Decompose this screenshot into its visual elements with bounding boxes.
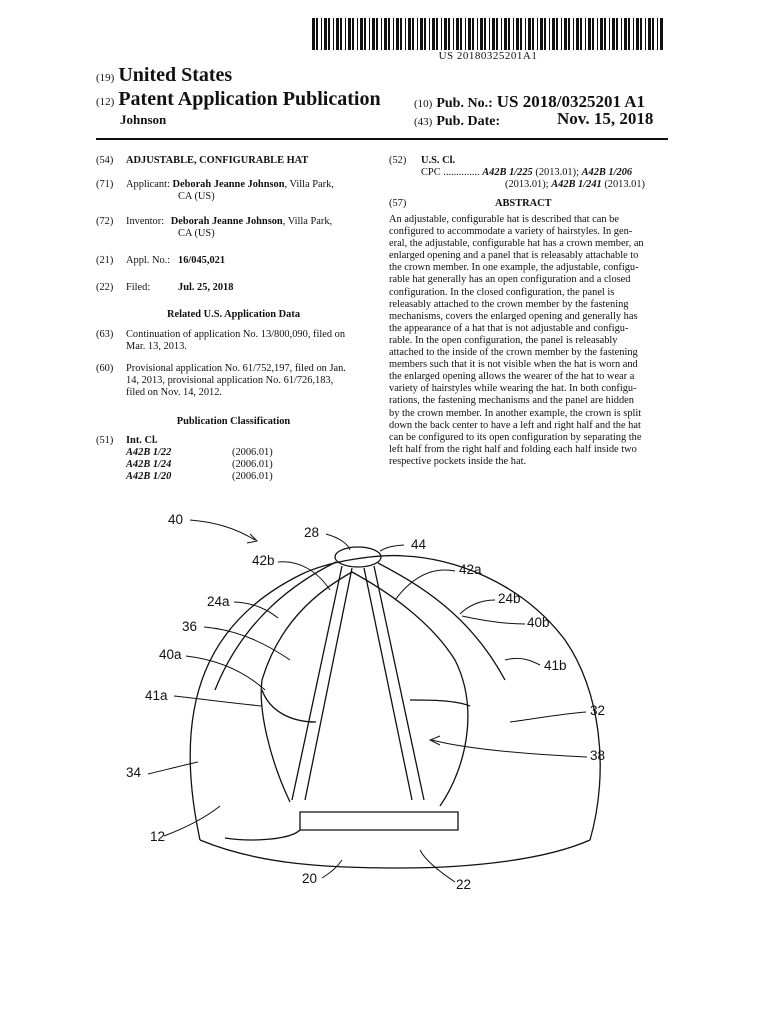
barcode-bar: [357, 18, 358, 50]
barcode-bar: [417, 18, 418, 50]
barcode-bar: [576, 18, 579, 50]
leader-12: [164, 806, 220, 836]
strip-42b: [292, 566, 352, 800]
barcode-bar: [405, 18, 406, 50]
abstract-line: left half from the right half and folding each half inside two: [389, 443, 637, 455]
abstract-heading-line: [389, 198, 664, 212]
application-number: 16/045,021: [178, 255, 226, 266]
barcode-bar: [600, 18, 603, 50]
leader-40: [190, 520, 255, 540]
abstract-line: An adjustable, configurable hat is described that can be: [389, 214, 619, 225]
filed-section: [96, 282, 371, 296]
barcode-bar: [336, 18, 339, 50]
continuation-section: [96, 329, 371, 357]
barcode-bar: [480, 18, 483, 50]
leader-32: [510, 712, 586, 722]
barcode-bar: [628, 18, 630, 50]
barcode-bar: [588, 18, 591, 50]
publication-classification-heading: Publication Classification: [176, 416, 291, 427]
int-cl-year: (2006.01): [232, 447, 273, 458]
barcode-bar: [396, 18, 399, 50]
leader-42a: [395, 570, 455, 600]
publication-type: Patent Application Publication: [118, 88, 381, 110]
barcode-bar: [408, 18, 411, 50]
barcode-bar: [424, 18, 426, 50]
applicant-code: (71): [96, 179, 114, 190]
ref-38: 38: [590, 748, 606, 763]
barcode-bar: [604, 18, 606, 50]
barcode-bar: [333, 18, 334, 50]
country-line: [96, 64, 232, 87]
ref-28: 28: [304, 525, 320, 540]
inventor-location-2: CA (US): [178, 228, 215, 239]
application-number-code: (21): [96, 255, 114, 266]
barcode-bar: [369, 18, 370, 50]
barcode-bar: [645, 18, 646, 50]
barcode-bar: [660, 18, 663, 50]
ref-40: 40: [168, 512, 184, 527]
abstract-heading: ABSTRACT: [495, 198, 552, 209]
title-code: (54): [96, 155, 114, 166]
pub-number: US 2018/0325201 A1: [496, 92, 646, 111]
barcode-bar: [444, 18, 447, 50]
barcode-bar: [492, 18, 495, 50]
barcode-bar: [453, 18, 454, 50]
barcode-bar: [477, 18, 478, 50]
barcode-bar: [585, 18, 586, 50]
barcode-bar: [429, 18, 430, 50]
barcode-bar: [400, 18, 402, 50]
abstract-line: the appearance of a hat that is not adjustable and configu-: [389, 322, 629, 334]
barcode-bar: [472, 18, 474, 50]
barcode-bar: [456, 18, 459, 50]
int-cl-code-value: A42B 1/22: [126, 447, 172, 458]
ref-22: 22: [456, 877, 472, 892]
provisional-section: [96, 363, 371, 403]
abstract-line: eral, the adjustable, configurable hat has a crown member, an: [389, 238, 644, 250]
inner-crown-line: [262, 690, 470, 722]
barcode-bar: [504, 18, 507, 50]
barcode-bar: [436, 18, 438, 50]
int-cl-row: [126, 459, 346, 471]
abstract-line: can be configured to its open configuration by separating the: [389, 431, 642, 443]
continuation-line-1: Continuation of application No. 13/800,090, filed on: [126, 329, 346, 340]
int-cl-year: (2006.01): [232, 471, 273, 483]
barcode-bar: [508, 18, 510, 50]
pub-date-code: (43): [414, 116, 433, 128]
cpc-dots: ..............: [443, 167, 480, 178]
strip-42a: [364, 566, 424, 800]
back-strap: [300, 812, 458, 830]
leader-20: [322, 860, 342, 878]
barcode-bar: [609, 18, 610, 50]
pub-date-line: [414, 112, 500, 130]
provisional-line-2: 14, 2013, provisional application No. 61/726,183,: [126, 375, 334, 386]
barcode-bar: [364, 18, 366, 50]
continuation-line-2: Mar. 13, 2013.: [126, 341, 187, 352]
barcode-bar: [420, 18, 423, 50]
cpc-class-2: A42B 1/206: [581, 167, 633, 178]
barcode-bar: [597, 18, 598, 50]
enlarged-opening: [261, 572, 468, 806]
barcode-bar: [460, 18, 462, 50]
ref-40b: 40b: [527, 615, 550, 630]
barcode-bar: [328, 18, 330, 50]
barcode-bar: [432, 18, 435, 50]
int-cl-year: (2006.01): [232, 459, 273, 471]
abstract-line: rations, the fastening mechanisms and the panel are hidden: [389, 395, 634, 407]
provisional-line-3: filed on Nov. 14, 2012.: [126, 387, 223, 398]
leader-44: [380, 545, 404, 551]
cpc-class-3-year: (2013.01): [604, 179, 646, 190]
leader-41a: [174, 696, 262, 706]
abstract-line: the enlarged opening allows the wearer of the hat to wear a: [389, 371, 635, 383]
leader-28: [326, 534, 350, 550]
ref-12: 12: [150, 829, 166, 844]
barcode-bar: [516, 18, 519, 50]
abstract-line: attached to the inside of the crown member by the fastening: [389, 347, 638, 359]
barcode-bar: [624, 18, 627, 50]
inventor-location: , Villa Park,: [282, 216, 333, 227]
us-cl-code: (52): [389, 155, 407, 166]
barcode-bar: [316, 18, 318, 50]
barcode-bar: [484, 18, 486, 50]
barcode-bar: [340, 18, 342, 50]
barcode-publication-number: US 20180325201A1: [438, 50, 538, 62]
leader-38: [432, 740, 587, 757]
abstract-line: respective pockets inside the hat.: [389, 455, 527, 467]
barcode-bar: [537, 18, 538, 50]
publication-type-code: (12): [96, 96, 115, 108]
provisional-code: (60): [96, 363, 114, 374]
barcode-bar: [616, 18, 618, 50]
abstract-line: configuration. In the closed configuration, the panel is: [389, 286, 615, 298]
barcode-bar: [345, 18, 346, 50]
applicant-location: , Villa Park,: [284, 179, 334, 190]
ref-34: 34: [126, 765, 142, 780]
leader-40b: [462, 616, 525, 624]
barcode-bar: [592, 18, 594, 50]
applicant-name: Deborah Jeanne Johnson: [172, 179, 285, 190]
barcode-bar: [312, 18, 315, 50]
abstract-line: members such that it is not visible when the hat is worn and: [389, 359, 638, 371]
cpc-class-1: A42B 1/225: [482, 167, 533, 178]
abstract-line: configured to accommodate a variety of hairstyles. In gen-: [389, 226, 633, 238]
barcode-bar: [549, 18, 550, 50]
barcode-bar: [501, 18, 502, 50]
leader-41b: [505, 658, 540, 665]
provisional-line-1: Provisional application No. 61/752,197, filed on Jan.: [126, 363, 346, 374]
barcode-bar: [633, 18, 634, 50]
barcode-bar: [372, 18, 375, 50]
barcode-bar: [448, 18, 450, 50]
applicant-label: Applicant:: [126, 179, 170, 190]
barcode-bar: [348, 18, 351, 50]
barcode-bar: [528, 18, 531, 50]
cpc-class-2-year: (2013.01);: [505, 179, 549, 190]
leader-40a: [186, 656, 265, 690]
pub-date: Nov. 15, 2018: [557, 109, 654, 128]
barcode-bar: [384, 18, 387, 50]
filed-date: Jul. 25, 2018: [178, 282, 234, 293]
filed-code: (22): [96, 282, 114, 293]
barcode-bar: [468, 18, 471, 50]
ref-42b: 42b: [252, 553, 275, 568]
barcode-bar: [652, 18, 654, 50]
abstract-line: the crown member. In one example, the adjustable, configu-: [389, 262, 639, 274]
title-section: [96, 155, 371, 169]
int-cl-label: Int. Cl.: [126, 435, 158, 446]
barcode-bar: [573, 18, 574, 50]
cpc-line-2: [505, 179, 645, 191]
publication-type-line: [96, 88, 381, 111]
crown-bottom-edge: [200, 840, 590, 868]
ref-32: 32: [590, 703, 606, 718]
cpc-class-1-year: (2013.01);: [535, 167, 579, 178]
barcode-bar: [556, 18, 558, 50]
applicant-section: [96, 179, 371, 207]
application-number-label: Appl. No.:: [126, 255, 171, 266]
int-cl-row: [126, 471, 346, 483]
barcode-bar: [496, 18, 498, 50]
abstract-code: (57): [389, 198, 407, 209]
abstract-line: down the back center to have a left and right half and the hat: [389, 419, 641, 431]
header-divider: [96, 138, 668, 140]
barcode-bar: [321, 18, 322, 50]
int-cl-code: (51): [96, 435, 114, 446]
ref-41b: 41b: [544, 658, 567, 673]
barcode-bar: [381, 18, 382, 50]
cpc-class-3: A42B 1/241: [551, 179, 602, 190]
barcode-bar: [412, 18, 414, 50]
continuation-code: (63): [96, 329, 114, 340]
ref-44: 44: [411, 537, 427, 552]
ref-24b: 24b: [498, 591, 521, 606]
abstract-line: variety of hairstyles while wearing the hat. In both configu-: [389, 383, 637, 395]
author: Johnson: [120, 112, 167, 127]
barcode-bar: [376, 18, 378, 50]
pub-date-label: Pub. Date:: [436, 114, 501, 129]
barcode-bar: [532, 18, 534, 50]
barcode-bar: [580, 18, 582, 50]
barcode-bar: [552, 18, 555, 50]
us-cl-section: [389, 155, 664, 195]
ref-40a: 40a: [159, 647, 182, 662]
ref-41a: 41a: [145, 688, 168, 703]
leader-24a: [234, 602, 278, 618]
int-cl-code-value: A42B 1/20: [126, 471, 172, 483]
abstract-line: by the crown member. In another example, the crown is split: [389, 407, 642, 419]
abstract-line: releasably attached to the crown member by the fastening: [389, 298, 629, 310]
ref-20: 20: [302, 871, 318, 886]
abstract-text: [389, 214, 663, 468]
abstract-line: rable hat generally has an open configuration and a closed: [389, 274, 631, 286]
barcode-bar: [648, 18, 651, 50]
barcode-bar: [544, 18, 546, 50]
barcode-bar: [540, 18, 543, 50]
ref-42a: 42a: [459, 562, 482, 577]
barcode-bar: [324, 18, 327, 50]
barcode-bar: [612, 18, 615, 50]
us-cl-label: U.S. Cl.: [421, 155, 456, 166]
barcode-bar: [564, 18, 567, 50]
filed-label: Filed:: [126, 282, 151, 293]
barcode-bar: [621, 18, 622, 50]
applicant-location-2: CA (US): [178, 191, 215, 202]
leader-24b: [460, 600, 495, 614]
country: United States: [118, 64, 233, 86]
cpc-label: CPC: [421, 167, 441, 178]
inventor-section: [96, 216, 371, 244]
title: ADJUSTABLE, CONFIGURABLE HAT: [126, 155, 309, 166]
abstract-line: mechanisms, covers the enlarged opening and generally has: [389, 310, 638, 322]
barcode-bar: [489, 18, 490, 50]
cpc-line-1: [421, 167, 632, 179]
barcode-bar: [657, 18, 658, 50]
abstract-line: rable. In the open configuration, the panel is releasably: [389, 334, 618, 346]
pub-number-code: (10): [414, 98, 433, 110]
barcode-bar: [465, 18, 466, 50]
inventor-code: (72): [96, 216, 114, 227]
int-cl-code-value: A42B 1/24: [126, 459, 172, 471]
int-cl-row: [126, 447, 346, 459]
barcode-bar: [441, 18, 442, 50]
barcode-bar: [636, 18, 639, 50]
barcode-bar: [513, 18, 514, 50]
strap-lower: [225, 830, 300, 840]
barcode-bar: [640, 18, 642, 50]
application-number-section: [96, 255, 371, 269]
pub-number-label: Pub. No.:: [436, 96, 493, 111]
abstract-line: enlarged opening and a panel that is releasably attachable to: [389, 250, 639, 262]
ref-36: 36: [182, 619, 198, 634]
barcode-bar: [360, 18, 363, 50]
barcode-bar: [568, 18, 570, 50]
seam-24b: [378, 563, 505, 680]
hat-figure: [0, 500, 768, 900]
barcode-bar: [520, 18, 522, 50]
barcode-bar: [393, 18, 394, 50]
barcode-bar: [525, 18, 526, 50]
ref-24a: 24a: [207, 594, 230, 609]
barcode-bar: [352, 18, 354, 50]
int-cl-section: [96, 435, 371, 487]
barcode: [312, 18, 664, 50]
inventor-name: Deborah Jeanne Johnson: [170, 216, 283, 227]
barcode-bar: [388, 18, 390, 50]
barcode-bar: [561, 18, 562, 50]
related-data-heading: Related U.S. Application Data: [166, 309, 301, 320]
country-code: (19): [96, 72, 115, 84]
inventor-label: Inventor:: [126, 216, 165, 227]
